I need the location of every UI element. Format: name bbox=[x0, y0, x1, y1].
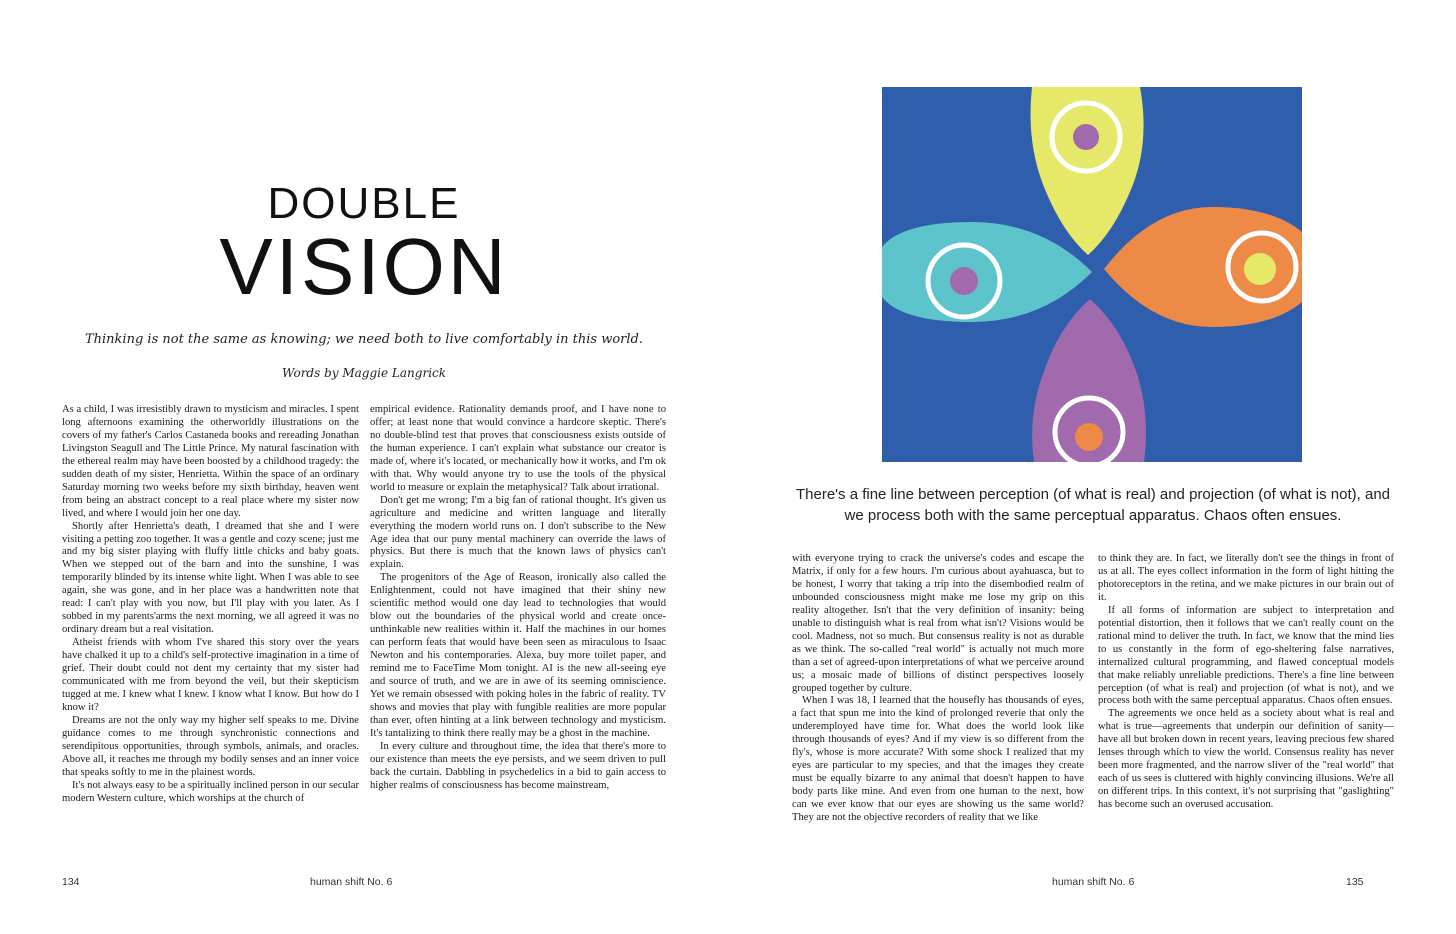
paragraph: Don't get me wrong; I'm a big fan of rational thought. It's given us agriculture and medicine and written language and literally everything the modern world runs on. I don't subscribe to the New Age idea that our puny mental machinery can override the laws of physics. But there is much that the known laws of physics can't explain. bbox=[370, 494, 666, 571]
paragraph: The progenitors of the Age of Reason, ironically also called the Enlightenment, could not have imagined that their shiny new scientific method would one day lead to technologies that would blow out the boundaries of the physical world and create once-unthinkable new realities within it. Half the machines in our homes can perform feats that would have been seen as miraculous to Isaac Newton and his contemporaries. Alexa, buy more toilet paper, and remind me to FaceTime Mom tonight. AI is the new all-seeing eye and source of truth, and we are in awe of its seeming omniscience. Yet we remain obsessed with poking holes in the fabric of reality. TV shows and movies that play with fungible realities are more popular than ever, often hinting at a link between technology and mysticism. It's tantalizing to think there really may be a ghost in the machine. bbox=[370, 572, 666, 739]
orange-eye-iris bbox=[1244, 253, 1276, 285]
paragraph: If all forms of information are subject to interpretation and potential distortion, then it follows that we can't really count on the rational mind to deliver the truth. In fact, we know that the mind lies to us constantly in the form of ego-sheltering false narratives, internalized cultural programming, and flawed conceptual models that make reliably unreliable predictions. There's a fine line between perception (of what is real) and projection (of what is not), and we process both with the same perceptual apparatus. Chaos often ensues. bbox=[1098, 604, 1394, 707]
left-column-2 bbox=[370, 404, 666, 793]
paragraph: empirical evidence. Rationality demands proof, and I have none to offer; at least none that would convince a hardcore skeptic. There's no double-blind test that proves that consciousness exists outside of the human experience. I can't explain what substance our creator is made of, where it's located, or mechanically how it works, and I'm ok with that. Why would anyone try to use the tools of the physical world to measure or explain the metaphysical? Talk about irrational. bbox=[370, 404, 666, 493]
page-number-right: 135 bbox=[1346, 876, 1364, 888]
paragraph: Shortly after Henrietta's death, I dreamed that she and I were visiting a petting zoo together. It was a gentle and cozy scene; just me and my big sister playing with fluffy little chicks and baby goats. When we stepped out of the barn and into the sunshine, I was temporarily blinded by its intense white light. When I was able to see again, she was gone, and in her place was a handwritten note that read: I can't play with you now, but I'll play with you later. As I sobbed in my parents'arms the next morning, we all agreed it was no ordinary dream but a real visitation. bbox=[62, 520, 359, 636]
right-page bbox=[728, 0, 1456, 934]
purple-eye-iris bbox=[1075, 423, 1103, 451]
byline: Words by Maggie Langrick bbox=[281, 366, 447, 380]
headline-line-1: DOUBLE bbox=[267, 179, 461, 228]
magazine-name-left: human shift No. 6 bbox=[310, 876, 393, 888]
paragraph: with everyone trying to crack the universe's codes and escape the Matrix, if only for a few hours. I'm curious about ayahuasca, but to be honest, I worry that taking a trip into the disembodied realm of unbounded consciousness might make me lose my grip on this reality altogether. Isn't that the very definition of insanity: being unable to distinguish what is real from what isn't? Visions would be cool. Madness, not so much. But consensus reality is not as durable as we think. The so-called "real world" is actually not much more than a set of agreed-upon interpretations of what we perceive around us; a mosaic made of billions of distinct perspectives loosely grouped together by culture. bbox=[792, 553, 1084, 694]
right-column-1 bbox=[792, 553, 1084, 825]
paragraph: The agreements we once held as a society about what is real and what is true—agreements that underpin our definition of sanity—have all but broken down in recent years, leaving precious few shared lenses through which to view the world. Consensus reality has never been more fragmented, and the narrow sliver of the "real world" that each of us sees is cluttered with highly convincing illusions. We're all on different trips. In this context, it's not surprising that "gaslighting" has become such an overused accusation. bbox=[1098, 708, 1394, 811]
paragraph: Atheist friends with whom I've shared this story over the years have chalked it up to a child's self-protective imagination in a time of grief. Their doubt could not dent my certainty that my sister had communicated with me from beyond the veil, but their skepticism tugged at me. I knew what I knew. I know what I know. But how do I know it? bbox=[62, 637, 359, 713]
dek: Thinking is not the same as knowing; we need both to live comfortably in this world. bbox=[84, 332, 643, 347]
paragraph: to think they are. In fact, we literally don't see the things in front of us at all. The eyes collect information in the form of light hitting the photoreceptors in the retina, and we make pictures in our brain out of it. bbox=[1098, 553, 1394, 603]
left-column-1 bbox=[62, 404, 359, 806]
page-number-left: 134 bbox=[62, 876, 80, 888]
paragraph: It's not always easy to be a spiritually inclined person in our secular modern Western culture, which worships at the church of bbox=[62, 779, 359, 804]
paragraph: In every culture and throughout time, the idea that there's more to our existence than meets the eye persists, and we seem driven to pull back the curtain. Dabbling in psychedelics in a bid to gain access to higher realms of consciousness has become mainstream, bbox=[370, 740, 666, 791]
magazine-name-right: human shift No. 6 bbox=[1052, 876, 1135, 888]
paragraph: Dreams are not the only way my higher self speaks to me. Divine guidance comes to me through synchronistic connections and serendipitous opportunities, through symbols, animals, and oracles. Above all, it reaches me through my bodily senses and an inner voice that speaks softly to me in the plainest words. bbox=[62, 714, 359, 778]
teal-eye-iris bbox=[950, 267, 978, 295]
headline-line-2: VISION bbox=[219, 222, 509, 311]
pull-quote-caption: There's a fine line between perception (of what is real) and projection (of what is not), and we process both with the same perceptual apparatus. Chaos often ensues. bbox=[795, 486, 1391, 524]
right-column-2 bbox=[1098, 553, 1394, 812]
paragraph: When I was 18, I learned that the housefly has thousands of eyes, a fact that spun me into the kind of prolonged reverie that only the underemployed have time for. What does the world look like through thousands of eyes? And if my view is so different from the fly's, whose is more accurate? With some shock I realized that my eyes are particular to my species, and that the images they create must be equally bizarre to any animal that doesn't happen to have body parts like mine. And even from one human to the next, how can we ever know that our eyes are showing us the same world? They are not the objective recorders of reality that we like bbox=[792, 695, 1084, 824]
yellow-eye-iris bbox=[1073, 124, 1099, 150]
four-eyes-illustration bbox=[882, 87, 1302, 462]
paragraph: As a child, I was irresistibly drawn to mysticism and miracles. I spent long afternoons examining the otherworldly illustrations on the covers of my father's Carlos Castaneda books and rereading Jonathan Livingston Seagull and The Little Prince. My natural fascination with the ethereal realm may have been boosted by a childhood tragedy: the sudden death of my sister, Henrietta. Within the space of an ordinary Saturday morning two weeks before my sixth birthday, heaven went from being an abstract concept to a real place where my sister now lived, and where I would join her one day. bbox=[62, 404, 359, 519]
